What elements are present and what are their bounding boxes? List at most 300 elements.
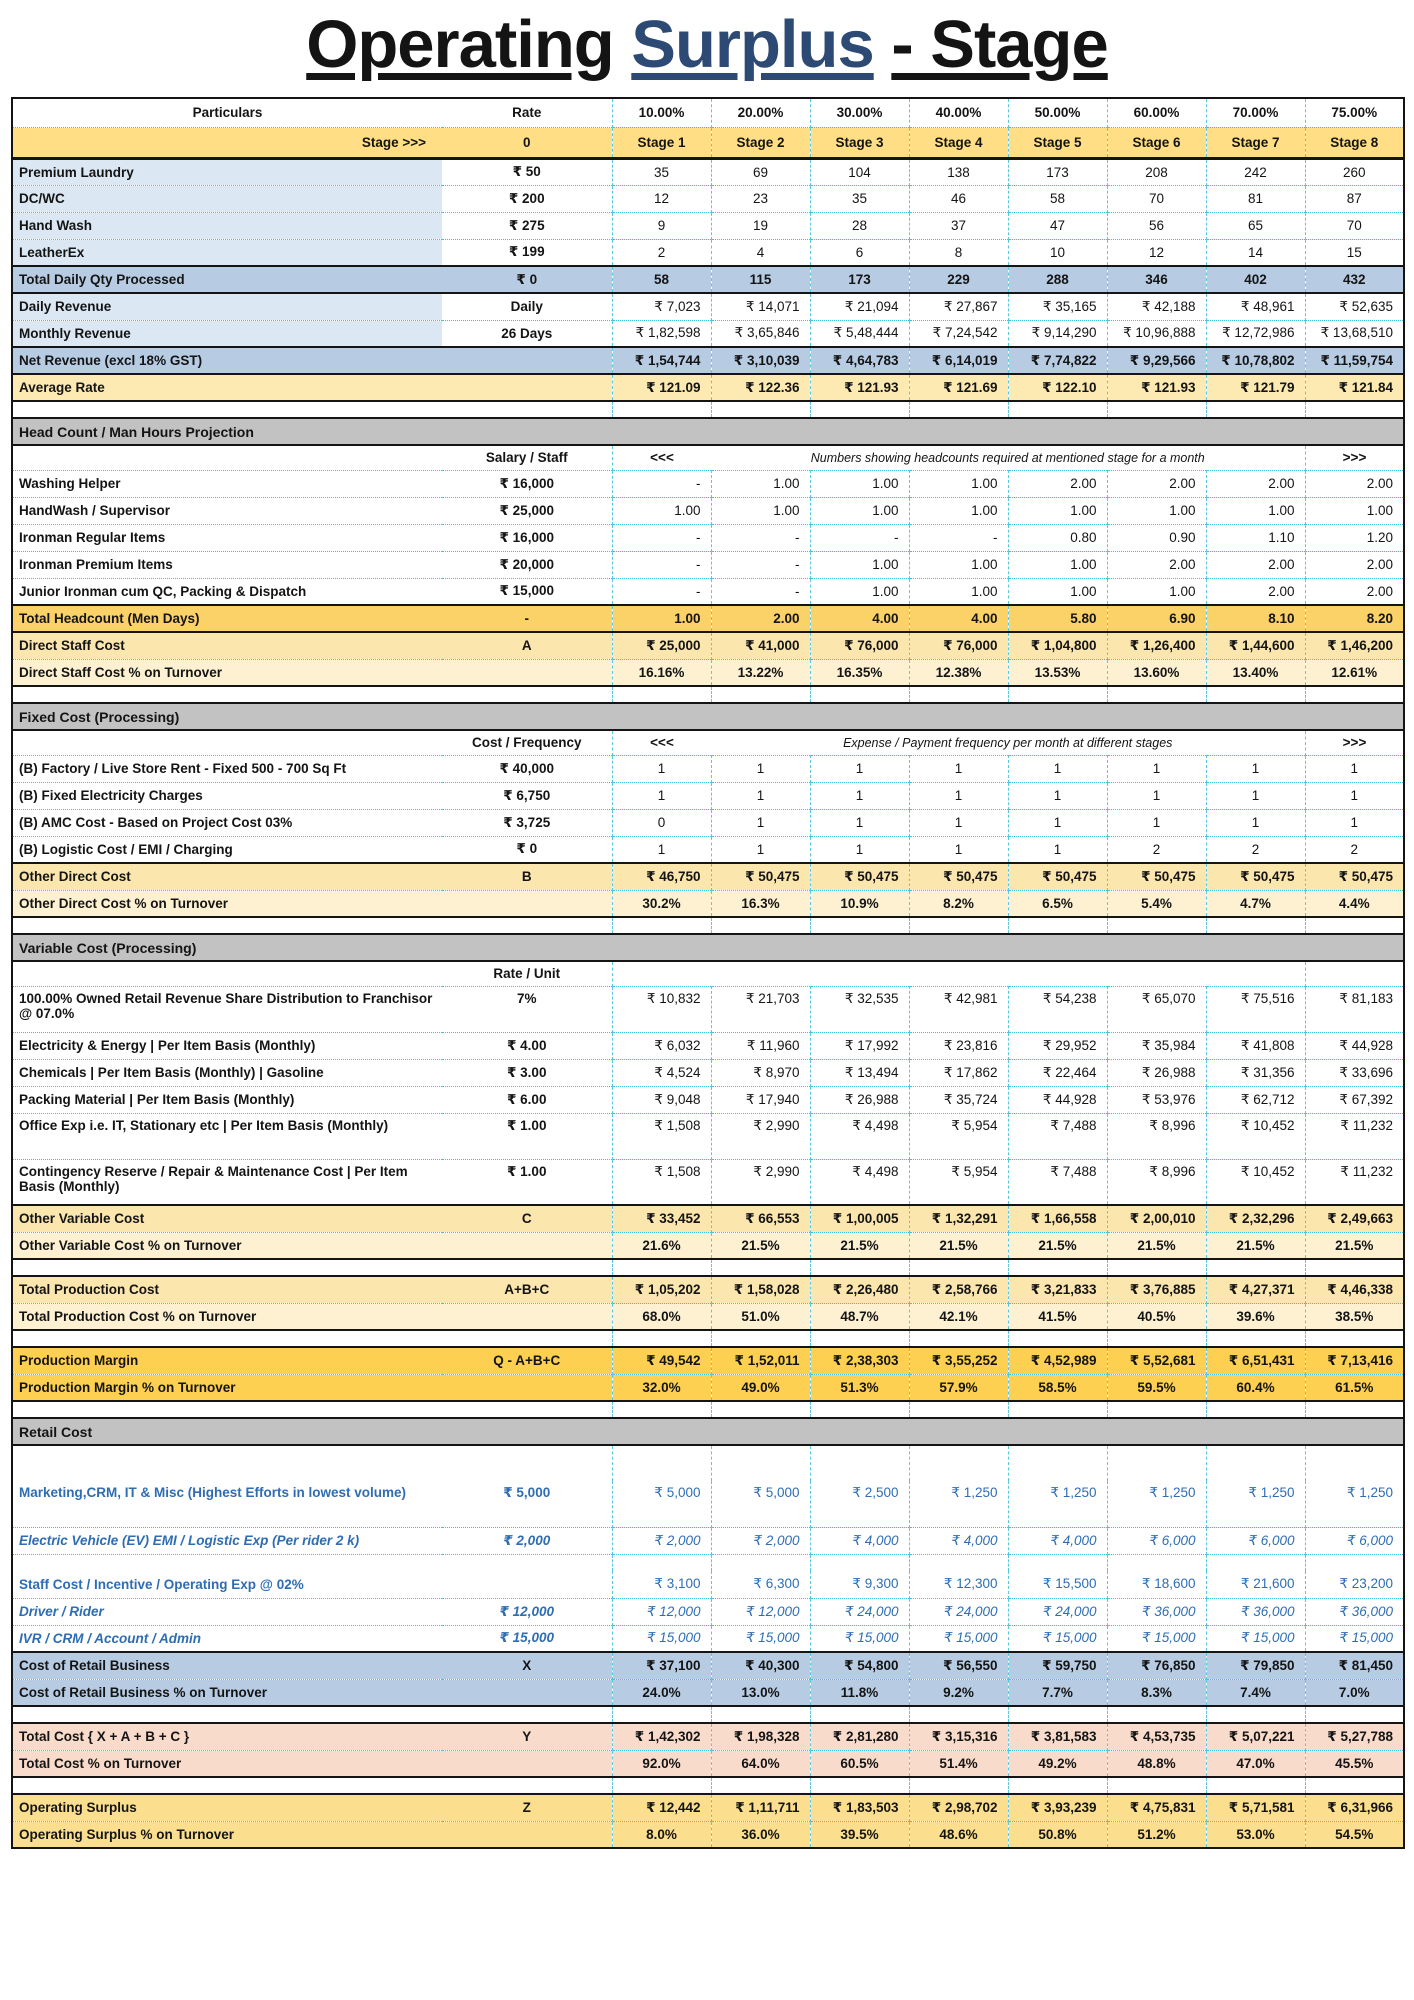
stage-cell: ₹ 6,14,019 [909,347,1008,374]
stage-cell: 64.0% [711,1750,810,1777]
rate-cell: A+B+C [442,1276,612,1303]
stage-cell: - [810,524,909,551]
stage-cell: ₹ 33,696 [1305,1059,1404,1086]
stage-cell [612,917,711,934]
row-label: Ironman Premium Items [12,551,442,578]
stage-cell: ₹ 4,524 [612,1059,711,1086]
rate-cell [442,1303,612,1330]
stage-cell: 51.3% [810,1374,909,1401]
stage-cell: 19 [711,212,810,239]
stage-cell: 1.00 [810,497,909,524]
stage-cell: 47 [1008,212,1107,239]
stage-cell: ₹ 50,475 [711,863,810,890]
stage-name: Stage 6 [1107,127,1206,158]
row-label [12,1259,442,1276]
row-label: Operating Surplus [12,1794,442,1821]
spacer-row [12,401,1404,418]
stage-cell: ₹ 53,976 [1107,1086,1206,1113]
stage-cell: 1 [909,755,1008,782]
table-row [12,1086,1404,1113]
stage-cell: ₹ 1,32,291 [909,1205,1008,1232]
stage-cell: ₹ 37,100 [612,1652,711,1679]
projection-table [11,97,1405,1849]
stage-cell: 2 [1107,836,1206,863]
stage-cell: 1.00 [1305,497,1404,524]
stage-cell: ₹ 50,475 [909,863,1008,890]
stage-cell: 1 [1008,755,1107,782]
stage-cell: 1 [1206,809,1305,836]
stage-cell: ₹ 6,000 [1305,1527,1404,1554]
stage-cell: 104 [810,158,909,185]
title-word-stage: - Stage [891,7,1108,82]
rate-cell: ₹ 25,000 [442,497,612,524]
stage-cell: ₹ 1,26,400 [1107,632,1206,659]
stage-cell: 21.5% [1107,1232,1206,1259]
row-label: Variable Cost (Processing) [12,934,1404,961]
stage-cell: 45.5% [1305,1750,1404,1777]
stage-cell: ₹ 50,475 [1305,863,1404,890]
row-label: Net Revenue (excl 18% GST) [12,347,442,374]
stage-cell: ₹ 11,232 [1305,1159,1404,1205]
table-row [12,863,1404,890]
table-row [12,1571,1404,1598]
stage-cell: 50.8% [1008,1821,1107,1848]
stage-cell: 173 [1008,158,1107,185]
section-header-row [12,418,1404,445]
table-row [12,1205,1404,1232]
stage-cell: ₹ 44,928 [1008,1086,1107,1113]
stage-cell: ₹ 3,100 [612,1571,711,1598]
stage-row-label: Stage >>> [12,127,442,158]
stage-cell: ₹ 4,46,338 [1305,1276,1404,1303]
table-row [12,1625,1404,1652]
stage-cell: 47.0% [1206,1750,1305,1777]
stage-cell: ₹ 46,750 [612,863,711,890]
row-label: Hand Wash [12,212,442,239]
stage-cell: 58 [1008,185,1107,212]
stage-cell: ₹ 31,356 [1206,1059,1305,1086]
row-label: Contingency Reserve / Repair & Maintenance Cost | Per Item Basis (Monthly) [12,1159,442,1205]
stage-cell [1107,1554,1206,1571]
stage-cell: ₹ 15,000 [1107,1625,1206,1652]
report-page [0,6,1414,1849]
stage-cell: 30.2% [612,890,711,917]
stage-cell: 6.90 [1107,605,1206,632]
stage-cell: 16.3% [711,890,810,917]
stage-cell: ₹ 49,542 [612,1347,711,1374]
rate-cell: ₹ 3,725 [442,809,612,836]
stage-cell: 9.2% [909,1679,1008,1706]
stage-cell: ₹ 42,188 [1107,293,1206,320]
stage-cell: ₹ 76,000 [810,632,909,659]
stage-cell: 2.00 [1206,551,1305,578]
stage-cell: ₹ 67,392 [1305,1086,1404,1113]
stage-cell: 8 [909,239,1008,266]
spacer-row [12,1259,1404,1276]
stage-cell: 1.00 [612,605,711,632]
rate-cell: Z [442,1794,612,1821]
row-label: Cost of Retail Business [12,1652,442,1679]
row-label: Retail Cost [12,1418,1404,1445]
stage-cell: 4.00 [810,605,909,632]
stage-cell: ₹ 21,703 [711,986,810,1032]
stage-cell: 1.00 [909,497,1008,524]
row-label: Electric Vehicle (EV) EMI / Logistic Exp (Per rider 2 k) [12,1527,442,1554]
stage-cell: ₹ 9,29,566 [1107,347,1206,374]
stage-cell: ₹ 36,000 [1206,1598,1305,1625]
stage-cell: ₹ 6,300 [711,1571,810,1598]
stage-cell: 2.00 [1305,551,1404,578]
row-label [12,917,442,934]
stage-cell: 15 [1305,239,1404,266]
stage-cell [711,917,810,934]
stage-cell: 16.16% [612,659,711,686]
stage-cell: 59.5% [1107,1374,1206,1401]
stage-cell: ₹ 50,475 [1107,863,1206,890]
stage-cell: ₹ 48,961 [1206,293,1305,320]
stage-cell: ₹ 41,808 [1206,1032,1305,1059]
stage-cell: 39.5% [810,1821,909,1848]
stage-cell: ₹ 76,850 [1107,1652,1206,1679]
rate-cell [442,1445,612,1481]
stage-cell: 4 [711,239,810,266]
stage-cell: 13.53% [1008,659,1107,686]
rate-cell [442,1706,612,1723]
row-label: Direct Staff Cost % on Turnover [12,659,442,686]
rate-cell: B [442,863,612,890]
rate-cell: ₹ 1.00 [442,1159,612,1205]
stage-cell: 21.5% [1305,1232,1404,1259]
row-label: IVR / CRM / Account / Admin [12,1625,442,1652]
stage-cell: 32.0% [612,1374,711,1401]
spacer-row [12,1445,1404,1481]
rate-cell: ₹ 12,000 [442,1598,612,1625]
stage-cell: ₹ 1,11,711 [711,1794,810,1821]
stage-cell: 10 [1008,239,1107,266]
stage-cell [909,1330,1008,1347]
stage-cell: 12 [1107,239,1206,266]
stage-cell: 2 [1206,836,1305,863]
stage-cell: ₹ 6,032 [612,1032,711,1059]
stage-cell: 1.00 [1008,551,1107,578]
stage-cell: ₹ 121.84 [1305,374,1404,401]
stage-name: Stage 7 [1206,127,1305,158]
stage-cell: ₹ 4,27,371 [1206,1276,1305,1303]
stage-cell [909,401,1008,418]
stage-cell: ₹ 42,981 [909,986,1008,1032]
stage-cell: ₹ 1,250 [1107,1481,1206,1527]
table-row [12,809,1404,836]
stage-cell: 51.2% [1107,1821,1206,1848]
stage-header-row [12,127,1404,158]
stage-cell: ₹ 24,000 [810,1598,909,1625]
table-row [12,1481,1404,1527]
stage-cell: 1.00 [1008,578,1107,605]
row-label: Fixed Cost (Processing) [12,703,1404,730]
stage-cell: 260 [1305,158,1404,185]
rate-cell: ₹ 3.00 [442,1059,612,1086]
stage-cell: ₹ 7,13,416 [1305,1347,1404,1374]
stage-cell [612,1554,711,1571]
row-label: Production Margin [12,1347,442,1374]
stage-cell [810,1706,909,1723]
stage-cell: 2.00 [1107,551,1206,578]
stage-cell: 7.0% [1305,1679,1404,1706]
stage-cell: 173 [810,266,909,293]
stage-cell: 1 [1107,755,1206,782]
stage-cell: ₹ 36,000 [1107,1598,1206,1625]
stage-cell: ₹ 35,984 [1107,1032,1206,1059]
col-percent: 75.00% [1305,98,1404,127]
stage-cell [711,1554,810,1571]
rate-cell: ₹ 1.00 [442,1113,612,1159]
table-row [12,578,1404,605]
title-word-operating: Operating [306,7,614,82]
stage-cell [1107,917,1206,934]
rate-cell: ₹ 40,000 [442,755,612,782]
stage-cell: 1.00 [711,497,810,524]
stage-cell: ₹ 8,996 [1107,1159,1206,1205]
stage-cell: 70 [1305,212,1404,239]
stage-cell [1206,917,1305,934]
stage-cell: ₹ 41,000 [711,632,810,659]
stage-cell [909,917,1008,934]
stage-cell [1107,1445,1206,1481]
stage-cell [612,686,711,703]
stage-cell [810,1777,909,1794]
note-cell [711,961,1305,986]
stage-cell [1008,1445,1107,1481]
row-label [12,1445,442,1481]
spacer-row [12,1330,1404,1347]
stage-cell [1008,1777,1107,1794]
stage-cell [711,1706,810,1723]
stage-cell [1305,1445,1404,1481]
stage-cell: ₹ 1,58,028 [711,1276,810,1303]
stage-cell: ₹ 1,508 [612,1113,711,1159]
stage-cell: ₹ 21,600 [1206,1571,1305,1598]
stage-cell: ₹ 1,250 [909,1481,1008,1527]
stage-cell: 68.0% [612,1303,711,1330]
stage-cell: ₹ 23,816 [909,1032,1008,1059]
stage-cell: 70 [1107,185,1206,212]
stage-cell: ₹ 2,81,280 [810,1723,909,1750]
row-label: Total Cost { X + A + B + C } [12,1723,442,1750]
stage-cell: 21.5% [1206,1232,1305,1259]
stage-cell: ₹ 6,51,431 [1206,1347,1305,1374]
rate-cell: ₹ 16,000 [442,470,612,497]
stage-cell: >>> [1305,445,1404,470]
stage-cell: ₹ 5,48,444 [810,320,909,347]
stage-cell: 2 [612,239,711,266]
rate-cell: ₹ 4.00 [442,1032,612,1059]
stage-cell: ₹ 50,475 [1008,863,1107,890]
stage-cell [909,1706,1008,1723]
stage-cell: 402 [1206,266,1305,293]
stage-cell: 65 [1206,212,1305,239]
stage-cell: ₹ 8,996 [1107,1113,1206,1159]
table-row [12,1232,1404,1259]
stage-cell: 35 [612,158,711,185]
row-label [12,686,442,703]
row-label: Chemicals | Per Item Basis (Monthly) | Gasoline [12,1059,442,1086]
stage-cell: ₹ 12,000 [612,1598,711,1625]
stage-cell [711,1777,810,1794]
stage-cell: 92.0% [612,1750,711,1777]
row-label: Other Direct Cost % on Turnover [12,890,442,917]
row-label: Total Cost % on Turnover [12,1750,442,1777]
table-row [12,320,1404,347]
row-label: (B) AMC Cost - Based on Project Cost 03% [12,809,442,836]
table-row [12,1347,1404,1374]
stage-cell: ₹ 40,300 [711,1652,810,1679]
stage-cell: ₹ 121.09 [612,374,711,401]
stage-cell: 23 [711,185,810,212]
row-label: Electricity & Energy | Per Item Basis (Monthly) [12,1032,442,1059]
stage-cell: 35 [810,185,909,212]
stage-cell [810,1330,909,1347]
stage-cell: 13.22% [711,659,810,686]
stage-cell: ₹ 2,38,303 [810,1347,909,1374]
stage-cell: ₹ 27,867 [909,293,1008,320]
stage-cell [909,1777,1008,1794]
row-label: Other Direct Cost [12,863,442,890]
rate-cell [442,686,612,703]
rate-cell: ₹ 6,750 [442,782,612,809]
col-percent: 40.00% [909,98,1008,127]
stage-cell: 1 [711,809,810,836]
stage-cell: ₹ 1,05,202 [612,1276,711,1303]
stage-cell: ₹ 1,98,328 [711,1723,810,1750]
stage-cell: 2.00 [1305,470,1404,497]
row-label: HandWash / Supervisor [12,497,442,524]
stage-cell: 115 [711,266,810,293]
stage-cell: 49.2% [1008,1750,1107,1777]
stage-cell: 69 [711,158,810,185]
stage-cell: ₹ 121.93 [810,374,909,401]
stage-cell [1305,917,1404,934]
table-row [12,890,1404,917]
section-header-row [12,1418,1404,1445]
stage-cell: 42.1% [909,1303,1008,1330]
rate-cell [442,1374,612,1401]
stage-cell: 7.4% [1206,1679,1305,1706]
stage-cell: 1 [810,809,909,836]
stage-cell [1305,1259,1404,1276]
stage-cell: ₹ 1,44,600 [1206,632,1305,659]
row-label: Marketing,CRM, IT & Misc (Highest Efforts in lowest volume) [12,1481,442,1527]
stage-cell: 1 [810,755,909,782]
stage-cell: 1 [909,836,1008,863]
sub-header-row [12,730,1404,755]
stage-cell: 1 [612,782,711,809]
stage-cell [1107,686,1206,703]
stage-cell: 13.0% [711,1679,810,1706]
stage-cell: - [612,470,711,497]
stage-cell: ₹ 4,53,735 [1107,1723,1206,1750]
stage-cell: ₹ 10,832 [612,986,711,1032]
row-label: Total Production Cost [12,1276,442,1303]
stage-cell [711,1401,810,1418]
row-label [12,1330,442,1347]
stage-cell: 1 [1008,836,1107,863]
rate-cell: 26 Days [442,320,612,347]
stage-cell: ₹ 2,26,480 [810,1276,909,1303]
rate-cell [442,1232,612,1259]
rate-cell: Daily [442,293,612,320]
stage-cell: 0.80 [1008,524,1107,551]
stage-cell [909,1445,1008,1481]
stage-cell: ₹ 79,850 [1206,1652,1305,1679]
table-row [12,1032,1404,1059]
row-label: Other Variable Cost % on Turnover [12,1232,442,1259]
stage-cell: ₹ 81,450 [1305,1652,1404,1679]
stage-cell: 48.6% [909,1821,1008,1848]
stage-cell: ₹ 2,990 [711,1159,810,1205]
stage-cell [1305,686,1404,703]
stage-cell: 41.5% [1008,1303,1107,1330]
stage-cell: ₹ 1,82,598 [612,320,711,347]
stage-cell [1008,686,1107,703]
stage-cell: ₹ 121.69 [909,374,1008,401]
stage-cell: 1 [1305,755,1404,782]
stage-cell [1305,961,1404,986]
stage-cell: ₹ 17,940 [711,1086,810,1113]
stage-cell: ₹ 9,300 [810,1571,909,1598]
stage-cell: 1.00 [810,578,909,605]
row-label: Operating Surplus % on Turnover [12,1821,442,1848]
stage-cell: 1.00 [1206,497,1305,524]
stage-cell: 1 [711,782,810,809]
stage-cell: - [909,524,1008,551]
stage-cell: 28 [810,212,909,239]
stage-cell: 8.3% [1107,1679,1206,1706]
stage-cell: ₹ 14,071 [711,293,810,320]
stage-cell: 1.00 [1008,497,1107,524]
stage-cell [1008,1706,1107,1723]
stage-name: Stage 4 [909,127,1008,158]
row-label [12,961,442,986]
stage-cell: ₹ 3,76,885 [1107,1276,1206,1303]
stage-cell: ₹ 75,516 [1206,986,1305,1032]
table-row [12,1750,1404,1777]
stage-cell [1107,1259,1206,1276]
stage-cell: 9 [612,212,711,239]
rate-cell [442,1750,612,1777]
stage-cell [612,401,711,418]
stage-cell [612,961,711,986]
stage-cell: ₹ 121.93 [1107,374,1206,401]
col-particulars: Particulars [12,98,442,127]
table-row [12,1679,1404,1706]
stage-cell: ₹ 32,535 [810,986,909,1032]
stage-cell [1305,1554,1404,1571]
stage-cell: ₹ 3,55,252 [909,1347,1008,1374]
table-row [12,239,1404,266]
stage-cell: ₹ 4,52,989 [1008,1347,1107,1374]
stage-cell: ₹ 7,24,542 [909,320,1008,347]
stage-cell: ₹ 2,000 [612,1527,711,1554]
table-row [12,1303,1404,1330]
stage-name: Stage 3 [810,127,909,158]
stage-cell: 13.60% [1107,659,1206,686]
stage-cell: ₹ 15,000 [909,1625,1008,1652]
stage-cell: ₹ 12,300 [909,1571,1008,1598]
stage-cell: 61.5% [1305,1374,1404,1401]
stage-cell: 1 [810,836,909,863]
stage-cell: 208 [1107,158,1206,185]
stage-cell: 1 [1107,782,1206,809]
